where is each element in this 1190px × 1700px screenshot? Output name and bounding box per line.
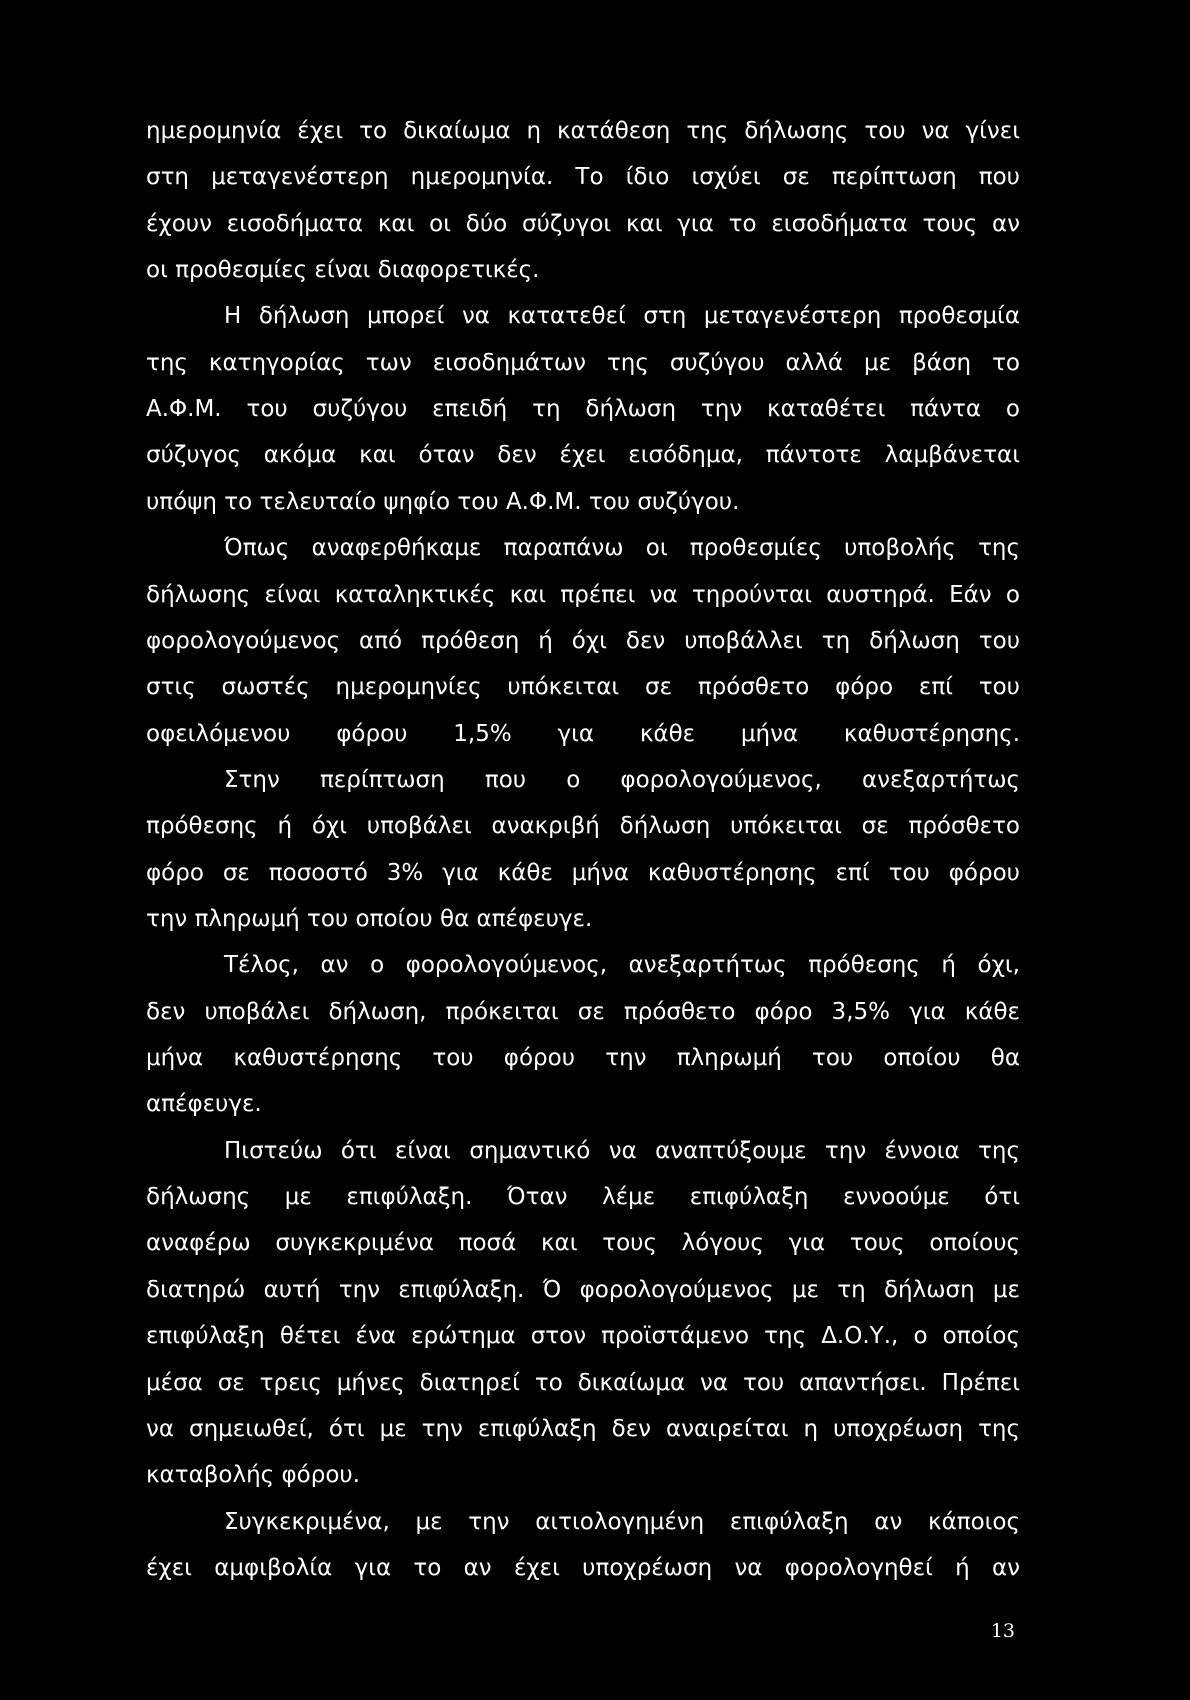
text-line: Α.Φ.Μ. του συζύγου επειδή τη δήλωση την καταθέτει πάντα ο [146, 396, 1020, 422]
text-line: επιφύλαξη θέτει ένα ερώτημα στον προϊστάμενο της Δ.Ο.Υ., ο οποίος [146, 1323, 1020, 1349]
text-line: δεν υποβάλει δήλωση, πρόκειται σε πρόσθετο φόρο 3,5% για κάθε [146, 999, 1020, 1025]
paragraph-first-line: Η δήλωση μπορεί να κατατεθεί στη μεταγενέστερη προθεσμία [224, 303, 1020, 329]
paragraph-first-line: Πιστεύω ότι είναι σημαντικό να αναπτύξουμε την έννοια της [224, 1138, 1020, 1164]
text-line: απέφευγε. [146, 1091, 262, 1117]
text-line: δήλωσης είναι καταληκτικές και πρέπει να τηρούνται αυστηρά. Εάν ο [146, 582, 1020, 608]
paragraph-first-line: Τέλος, αν ο φορολογούμενος, ανεξαρτήτως πρόθεσης ή όχι, [224, 952, 1020, 978]
text-line: υπόψη το τελευταίο ψηφίο του Α.Φ.Μ. του συζύγου. [146, 489, 740, 515]
text-line: την πληρωμή του οποίου θα απέφευγε. [146, 906, 593, 932]
text-line: μήνα καθυστέρησης του φόρου την πληρωμή του οποίου θα [146, 1045, 1020, 1071]
text-line: ημερομηνία έχει το δικαίωμα η κατάθεση της δήλωσης του να γίνει [146, 118, 1020, 144]
text-line: μέσα σε τρεις μήνες διατηρεί το δικαίωμα να του απαντήσει. Πρέπει [146, 1370, 1020, 1396]
paragraph-first-line: Στην περίπτωση που ο φορολογούμενος, ανεξαρτήτως [224, 767, 1020, 793]
text-line: πρόθεσης ή όχι υποβάλει ανακριβή δήλωση υπόκειται σε πρόσθετο [146, 813, 1020, 839]
text-line: καταβολής φόρου. [146, 1462, 361, 1488]
text-line: στη μεταγενέστερη ημερομηνία. Το ίδιο ισχύει σε περίπτωση που [146, 164, 1020, 190]
text-line: έχει αμφιβολία για το αν έχει υποχρέωση να φορολογηθεί ή αν [146, 1555, 1020, 1581]
paragraph-first-line: Συγκεκριμένα, με την αιτιολογημένη επιφύλαξη αν κάποιος [224, 1509, 1020, 1535]
text-line: της κατηγορίας των εισοδημάτων της συζύγου αλλά με βάση το [146, 350, 1020, 376]
text-line: οφειλόμενου φόρου 1,5% για κάθε μήνα καθυστέρησης. [146, 721, 1020, 747]
text-line: στις σωστές ημερομηνίες υπόκειται σε πρόσθετο φόρο επί του [146, 674, 1020, 700]
text-line: σύζυγος ακόμα και όταν δεν έχει εισόδημα, πάντοτε λαμβάνεται [146, 442, 1020, 468]
paragraph-first-line: Όπως αναφερθήκαμε παραπάνω οι προθεσμίες υποβολής της [224, 535, 1020, 561]
text-line: οι προθεσμίες είναι διαφορετικές. [146, 257, 540, 283]
page-number: 13 [990, 1620, 1015, 1642]
text-line: φόρο σε ποσοστό 3% για κάθε μήνα καθυστέρησης επί του φόρου [146, 860, 1020, 886]
text-line: φορολογούμενος από πρόθεση ή όχι δεν υποβάλλει τη δήλωση του [146, 628, 1020, 654]
text-line: δήλωσης με επιφύλαξη. Όταν λέμε επιφύλαξη εννοούμε ότι [146, 1184, 1020, 1210]
text-line: να σημειωθεί, ότι με την επιφύλαξη δεν αναιρείται η υποχρέωση της [146, 1416, 1020, 1442]
text-line: διατηρώ αυτή την επιφύλαξη. Ό φορολογούμενος με τη δήλωση με [146, 1277, 1020, 1303]
text-line: έχουν εισοδήματα και οι δύο σύζυγοι και για το εισοδήματα τους αν [146, 211, 1020, 237]
text-line: αναφέρω συγκεκριμένα ποσά και τους λόγους για τους οποίους [146, 1230, 1020, 1256]
